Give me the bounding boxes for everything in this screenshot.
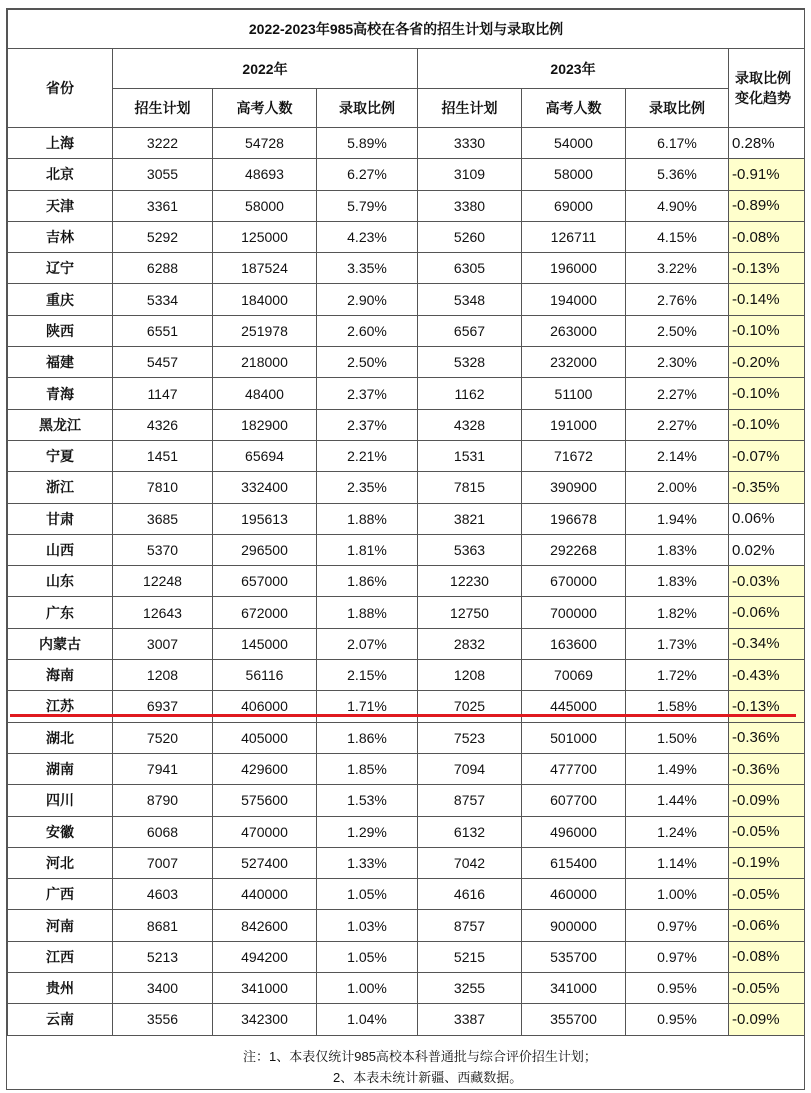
ratio-2022-cell: 1.04% bbox=[317, 1004, 418, 1035]
ratio-2022-cell: 3.35% bbox=[317, 253, 418, 284]
plan-2022-cell: 7810 bbox=[113, 472, 213, 503]
ratio-2022-cell: 1.05% bbox=[317, 941, 418, 972]
trend-cell: 0.02% bbox=[729, 534, 805, 565]
plan-2022-cell: 8681 bbox=[113, 910, 213, 941]
ratio-2023-cell: 5.36% bbox=[626, 159, 729, 190]
plan-2023-cell: 1531 bbox=[418, 440, 522, 471]
province-cell: 安徽 bbox=[8, 816, 113, 847]
applicants-2023-cell: 232000 bbox=[522, 347, 626, 378]
plan-2022-cell: 6937 bbox=[113, 691, 213, 722]
table-row bbox=[8, 472, 805, 503]
ratio-2023-cell: 2.00% bbox=[626, 472, 729, 503]
plan-2023-cell: 3109 bbox=[418, 159, 522, 190]
province-cell: 河北 bbox=[8, 847, 113, 878]
province-cell: 广东 bbox=[8, 597, 113, 628]
ratio-2023-cell: 1.83% bbox=[626, 534, 729, 565]
ratio-2023-cell: 1.24% bbox=[626, 816, 729, 847]
table-body bbox=[8, 128, 805, 1036]
plan-2023-cell: 3330 bbox=[418, 128, 522, 159]
ratio-2023-cell: 1.83% bbox=[626, 566, 729, 597]
ratio-2023-cell: 1.14% bbox=[626, 847, 729, 878]
ratio-2022-cell: 5.79% bbox=[317, 190, 418, 221]
trend-cell: 0.28% bbox=[729, 128, 805, 159]
province-cell: 福建 bbox=[8, 347, 113, 378]
table-row bbox=[8, 128, 805, 159]
ratio-2023-cell: 1.49% bbox=[626, 753, 729, 784]
ratio-2022-cell: 2.60% bbox=[317, 315, 418, 346]
header-plan-2022: 招生计划 bbox=[113, 89, 213, 128]
applicants-2022-cell: 125000 bbox=[213, 221, 317, 252]
trend-cell: -0.10% bbox=[729, 409, 805, 440]
province-cell: 浙江 bbox=[8, 472, 113, 503]
table-row bbox=[8, 879, 805, 910]
ratio-2023-cell: 1.50% bbox=[626, 722, 729, 753]
table-row bbox=[8, 785, 805, 816]
ratio-2023-cell: 2.50% bbox=[626, 315, 729, 346]
trend-cell: -0.06% bbox=[729, 597, 805, 628]
table-row bbox=[8, 347, 805, 378]
province-cell: 河南 bbox=[8, 910, 113, 941]
province-cell: 四川 bbox=[8, 785, 113, 816]
plan-2023-cell: 7025 bbox=[418, 691, 522, 722]
ratio-2022-cell: 1.88% bbox=[317, 503, 418, 534]
plan-2023-cell: 5363 bbox=[418, 534, 522, 565]
applicants-2022-cell: 65694 bbox=[213, 440, 317, 471]
plan-2023-cell: 8757 bbox=[418, 785, 522, 816]
applicants-2022-cell: 184000 bbox=[213, 284, 317, 315]
trend-cell: -0.89% bbox=[729, 190, 805, 221]
ratio-2023-cell: 1.44% bbox=[626, 785, 729, 816]
applicants-2022-cell: 54728 bbox=[213, 128, 317, 159]
trend-cell: -0.08% bbox=[729, 221, 805, 252]
table-row bbox=[8, 503, 805, 534]
plan-2023-cell: 6567 bbox=[418, 315, 522, 346]
plan-2023-cell: 5215 bbox=[418, 941, 522, 972]
trend-cell: -0.05% bbox=[729, 879, 805, 910]
plan-2023-cell: 7523 bbox=[418, 722, 522, 753]
plan-2022-cell: 7520 bbox=[113, 722, 213, 753]
ratio-2022-cell: 6.27% bbox=[317, 159, 418, 190]
plan-2023-cell: 7042 bbox=[418, 847, 522, 878]
ratio-2023-cell: 0.95% bbox=[626, 973, 729, 1004]
header-applicants-2023: 高考人数 bbox=[522, 89, 626, 128]
applicants-2023-cell: 700000 bbox=[522, 597, 626, 628]
plan-2022-cell: 4326 bbox=[113, 409, 213, 440]
plan-2022-cell: 3222 bbox=[113, 128, 213, 159]
table-row bbox=[8, 566, 805, 597]
applicants-2022-cell: 145000 bbox=[213, 628, 317, 659]
plan-2022-cell: 4603 bbox=[113, 879, 213, 910]
ratio-2023-cell: 3.22% bbox=[626, 253, 729, 284]
province-cell: 湖北 bbox=[8, 722, 113, 753]
trend-cell: -0.36% bbox=[729, 722, 805, 753]
ratio-2022-cell: 2.15% bbox=[317, 660, 418, 691]
footnote-line-2: 2、本表未统计新疆、西藏数据。 bbox=[333, 1070, 523, 1085]
plan-2022-cell: 6551 bbox=[113, 315, 213, 346]
province-cell: 吉林 bbox=[8, 221, 113, 252]
province-cell: 宁夏 bbox=[8, 440, 113, 471]
applicants-2022-cell: 494200 bbox=[213, 941, 317, 972]
trend-cell: -0.07% bbox=[729, 440, 805, 471]
ratio-2023-cell: 2.76% bbox=[626, 284, 729, 315]
table-row bbox=[8, 597, 805, 628]
plan-2023-cell: 3380 bbox=[418, 190, 522, 221]
table-row bbox=[8, 753, 805, 784]
footnote-line-1: 注：1、本表仅统计985高校本科普通批与综合评价招生计划； bbox=[243, 1049, 597, 1064]
plan-2022-cell: 12643 bbox=[113, 597, 213, 628]
ratio-2022-cell: 2.37% bbox=[317, 378, 418, 409]
table-row bbox=[8, 660, 805, 691]
applicants-2023-cell: 71672 bbox=[522, 440, 626, 471]
applicants-2023-cell: 126711 bbox=[522, 221, 626, 252]
ratio-2022-cell: 2.90% bbox=[317, 284, 418, 315]
table-row bbox=[8, 847, 805, 878]
applicants-2022-cell: 405000 bbox=[213, 722, 317, 753]
applicants-2022-cell: 251978 bbox=[213, 315, 317, 346]
plan-2023-cell: 12750 bbox=[418, 597, 522, 628]
admission-table-document bbox=[6, 8, 805, 1090]
header-province: 省份 bbox=[8, 49, 113, 128]
ratio-2023-cell: 2.14% bbox=[626, 440, 729, 471]
applicants-2023-cell: 900000 bbox=[522, 910, 626, 941]
plan-2022-cell: 5457 bbox=[113, 347, 213, 378]
table-row bbox=[8, 910, 805, 941]
applicants-2023-cell: 390900 bbox=[522, 472, 626, 503]
applicants-2023-cell: 501000 bbox=[522, 722, 626, 753]
plan-2022-cell: 7941 bbox=[113, 753, 213, 784]
ratio-2023-cell: 0.97% bbox=[626, 941, 729, 972]
ratio-2022-cell: 1.85% bbox=[317, 753, 418, 784]
province-cell: 江苏 bbox=[8, 691, 113, 722]
plan-2023-cell: 7094 bbox=[418, 753, 522, 784]
plan-2023-cell: 1208 bbox=[418, 660, 522, 691]
ratio-2023-cell: 6.17% bbox=[626, 128, 729, 159]
applicants-2023-cell: 670000 bbox=[522, 566, 626, 597]
trend-cell: -0.36% bbox=[729, 753, 805, 784]
plan-2023-cell: 5328 bbox=[418, 347, 522, 378]
ratio-2023-cell: 2.27% bbox=[626, 409, 729, 440]
trend-cell: -0.14% bbox=[729, 284, 805, 315]
ratio-2022-cell: 1.86% bbox=[317, 722, 418, 753]
ratio-2022-cell: 1.29% bbox=[317, 816, 418, 847]
applicants-2022-cell: 48400 bbox=[213, 378, 317, 409]
header-applicants-2022: 高考人数 bbox=[213, 89, 317, 128]
applicants-2022-cell: 575600 bbox=[213, 785, 317, 816]
province-cell: 湖南 bbox=[8, 753, 113, 784]
ratio-2022-cell: 1.53% bbox=[317, 785, 418, 816]
table-row bbox=[8, 159, 805, 190]
applicants-2022-cell: 842600 bbox=[213, 910, 317, 941]
ratio-2022-cell: 4.23% bbox=[317, 221, 418, 252]
plan-2023-cell: 1162 bbox=[418, 378, 522, 409]
header-year-2022: 2022年 bbox=[113, 49, 418, 89]
applicants-2023-cell: 196678 bbox=[522, 503, 626, 534]
ratio-2023-cell: 1.00% bbox=[626, 879, 729, 910]
trend-cell: -0.09% bbox=[729, 785, 805, 816]
province-cell: 辽宁 bbox=[8, 253, 113, 284]
ratio-2023-cell: 0.97% bbox=[626, 910, 729, 941]
province-cell: 山东 bbox=[8, 566, 113, 597]
ratio-2022-cell: 1.33% bbox=[317, 847, 418, 878]
trend-cell: -0.19% bbox=[729, 847, 805, 878]
trend-cell: -0.10% bbox=[729, 378, 805, 409]
plan-2023-cell: 4328 bbox=[418, 409, 522, 440]
applicants-2022-cell: 332400 bbox=[213, 472, 317, 503]
applicants-2023-cell: 607700 bbox=[522, 785, 626, 816]
ratio-2023-cell: 1.73% bbox=[626, 628, 729, 659]
table-row bbox=[8, 440, 805, 471]
plan-2022-cell: 5292 bbox=[113, 221, 213, 252]
province-cell: 黑龙江 bbox=[8, 409, 113, 440]
applicants-2022-cell: 296500 bbox=[213, 534, 317, 565]
plan-2022-cell: 1208 bbox=[113, 660, 213, 691]
trend-cell: -0.05% bbox=[729, 973, 805, 1004]
province-cell: 江西 bbox=[8, 941, 113, 972]
plan-2023-cell: 3387 bbox=[418, 1004, 522, 1035]
ratio-2022-cell: 1.03% bbox=[317, 910, 418, 941]
ratio-2023-cell: 1.82% bbox=[626, 597, 729, 628]
applicants-2022-cell: 56116 bbox=[213, 660, 317, 691]
ratio-2022-cell: 1.00% bbox=[317, 973, 418, 1004]
ratio-2023-cell: 1.94% bbox=[626, 503, 729, 534]
red-underline bbox=[10, 714, 796, 717]
plan-2023-cell: 7815 bbox=[418, 472, 522, 503]
applicants-2023-cell: 58000 bbox=[522, 159, 626, 190]
ratio-2022-cell: 1.81% bbox=[317, 534, 418, 565]
ratio-2022-cell: 2.07% bbox=[317, 628, 418, 659]
ratio-2022-cell: 2.50% bbox=[317, 347, 418, 378]
applicants-2022-cell: 429600 bbox=[213, 753, 317, 784]
applicants-2023-cell: 191000 bbox=[522, 409, 626, 440]
header-year-2023: 2023年 bbox=[418, 49, 729, 89]
applicants-2023-cell: 69000 bbox=[522, 190, 626, 221]
table-row bbox=[8, 691, 805, 722]
plan-2023-cell: 3821 bbox=[418, 503, 522, 534]
applicants-2022-cell: 342300 bbox=[213, 1004, 317, 1035]
trend-cell: -0.34% bbox=[729, 628, 805, 659]
plan-2022-cell: 8790 bbox=[113, 785, 213, 816]
applicants-2023-cell: 263000 bbox=[522, 315, 626, 346]
applicants-2022-cell: 470000 bbox=[213, 816, 317, 847]
applicants-2023-cell: 460000 bbox=[522, 879, 626, 910]
applicants-2023-cell: 477700 bbox=[522, 753, 626, 784]
header-ratio-2023: 录取比例 bbox=[626, 89, 729, 128]
applicants-2023-cell: 196000 bbox=[522, 253, 626, 284]
trend-cell: 0.06% bbox=[729, 503, 805, 534]
plan-2022-cell: 6288 bbox=[113, 253, 213, 284]
applicants-2022-cell: 182900 bbox=[213, 409, 317, 440]
ratio-2023-cell: 4.15% bbox=[626, 221, 729, 252]
trend-cell: -0.91% bbox=[729, 159, 805, 190]
applicants-2022-cell: 657000 bbox=[213, 566, 317, 597]
applicants-2023-cell: 163600 bbox=[522, 628, 626, 659]
table-row bbox=[8, 534, 805, 565]
trend-cell: -0.09% bbox=[729, 1004, 805, 1035]
applicants-2022-cell: 58000 bbox=[213, 190, 317, 221]
province-cell: 海南 bbox=[8, 660, 113, 691]
applicants-2023-cell: 496000 bbox=[522, 816, 626, 847]
table-row bbox=[8, 816, 805, 847]
plan-2022-cell: 1451 bbox=[113, 440, 213, 471]
applicants-2022-cell: 187524 bbox=[213, 253, 317, 284]
applicants-2023-cell: 355700 bbox=[522, 1004, 626, 1035]
province-cell: 云南 bbox=[8, 1004, 113, 1035]
applicants-2023-cell: 341000 bbox=[522, 973, 626, 1004]
province-cell: 重庆 bbox=[8, 284, 113, 315]
table-row bbox=[8, 1004, 805, 1035]
plan-2023-cell: 2832 bbox=[418, 628, 522, 659]
plan-2022-cell: 6068 bbox=[113, 816, 213, 847]
plan-2023-cell: 4616 bbox=[418, 879, 522, 910]
ratio-2022-cell: 2.37% bbox=[317, 409, 418, 440]
plan-2023-cell: 3255 bbox=[418, 973, 522, 1004]
table-row bbox=[8, 253, 805, 284]
province-cell: 陕西 bbox=[8, 315, 113, 346]
applicants-2022-cell: 672000 bbox=[213, 597, 317, 628]
plan-2023-cell: 5260 bbox=[418, 221, 522, 252]
province-cell: 北京 bbox=[8, 159, 113, 190]
province-cell: 广西 bbox=[8, 879, 113, 910]
applicants-2023-cell: 51100 bbox=[522, 378, 626, 409]
ratio-2022-cell: 5.89% bbox=[317, 128, 418, 159]
applicants-2023-cell: 445000 bbox=[522, 691, 626, 722]
plan-2022-cell: 7007 bbox=[113, 847, 213, 878]
trend-cell: -0.13% bbox=[729, 691, 805, 722]
applicants-2022-cell: 527400 bbox=[213, 847, 317, 878]
ratio-2022-cell: 2.35% bbox=[317, 472, 418, 503]
applicants-2022-cell: 341000 bbox=[213, 973, 317, 1004]
trend-cell: -0.35% bbox=[729, 472, 805, 503]
admission-table bbox=[7, 9, 805, 1036]
province-cell: 上海 bbox=[8, 128, 113, 159]
applicants-2022-cell: 48693 bbox=[213, 159, 317, 190]
header-trend: 录取比例变化趋势 bbox=[729, 49, 805, 128]
table-row bbox=[8, 221, 805, 252]
plan-2022-cell: 3361 bbox=[113, 190, 213, 221]
plan-2023-cell: 8757 bbox=[418, 910, 522, 941]
table-row bbox=[8, 941, 805, 972]
plan-2022-cell: 3556 bbox=[113, 1004, 213, 1035]
applicants-2023-cell: 292268 bbox=[522, 534, 626, 565]
trend-cell: -0.03% bbox=[729, 566, 805, 597]
applicants-2022-cell: 218000 bbox=[213, 347, 317, 378]
applicants-2023-cell: 70069 bbox=[522, 660, 626, 691]
table-row bbox=[8, 315, 805, 346]
ratio-2022-cell: 1.05% bbox=[317, 879, 418, 910]
trend-cell: -0.06% bbox=[729, 910, 805, 941]
applicants-2022-cell: 195613 bbox=[213, 503, 317, 534]
trend-cell: -0.13% bbox=[729, 253, 805, 284]
table-row bbox=[8, 409, 805, 440]
ratio-2023-cell: 2.30% bbox=[626, 347, 729, 378]
table-row bbox=[8, 378, 805, 409]
plan-2022-cell: 1147 bbox=[113, 378, 213, 409]
plan-2022-cell: 5213 bbox=[113, 941, 213, 972]
ratio-2022-cell: 2.21% bbox=[317, 440, 418, 471]
province-cell: 贵州 bbox=[8, 973, 113, 1004]
footnote bbox=[7, 1039, 804, 1089]
plan-2023-cell: 6132 bbox=[418, 816, 522, 847]
plan-2022-cell: 5334 bbox=[113, 284, 213, 315]
trend-cell: -0.08% bbox=[729, 941, 805, 972]
province-cell: 天津 bbox=[8, 190, 113, 221]
table-row bbox=[8, 722, 805, 753]
trend-cell: -0.20% bbox=[729, 347, 805, 378]
ratio-2023-cell: 4.90% bbox=[626, 190, 729, 221]
applicants-2022-cell: 440000 bbox=[213, 879, 317, 910]
trend-cell: -0.10% bbox=[729, 315, 805, 346]
trend-cell: -0.05% bbox=[729, 816, 805, 847]
plan-2022-cell: 3055 bbox=[113, 159, 213, 190]
plan-2022-cell: 5370 bbox=[113, 534, 213, 565]
plan-2023-cell: 6305 bbox=[418, 253, 522, 284]
table-row bbox=[8, 284, 805, 315]
plan-2022-cell: 12248 bbox=[113, 566, 213, 597]
applicants-2023-cell: 194000 bbox=[522, 284, 626, 315]
province-cell: 甘肃 bbox=[8, 503, 113, 534]
ratio-2023-cell: 2.27% bbox=[626, 378, 729, 409]
header-ratio-2022: 录取比例 bbox=[317, 89, 418, 128]
table-row bbox=[8, 628, 805, 659]
table-row bbox=[8, 973, 805, 1004]
plan-2022-cell: 3400 bbox=[113, 973, 213, 1004]
trend-cell: -0.43% bbox=[729, 660, 805, 691]
ratio-2023-cell: 1.58% bbox=[626, 691, 729, 722]
ratio-2022-cell: 1.71% bbox=[317, 691, 418, 722]
applicants-2023-cell: 615400 bbox=[522, 847, 626, 878]
ratio-2023-cell: 1.72% bbox=[626, 660, 729, 691]
ratio-2023-cell: 0.95% bbox=[626, 1004, 729, 1035]
province-cell: 山西 bbox=[8, 534, 113, 565]
plan-2023-cell: 12230 bbox=[418, 566, 522, 597]
province-cell: 青海 bbox=[8, 378, 113, 409]
applicants-2023-cell: 54000 bbox=[522, 128, 626, 159]
plan-2022-cell: 3007 bbox=[113, 628, 213, 659]
table-row bbox=[8, 190, 805, 221]
plan-2023-cell: 5348 bbox=[418, 284, 522, 315]
province-cell: 内蒙古 bbox=[8, 628, 113, 659]
ratio-2022-cell: 1.88% bbox=[317, 597, 418, 628]
table-title: 2022-2023年985高校在各省的招生计划与录取比例 bbox=[8, 10, 805, 49]
applicants-2022-cell: 406000 bbox=[213, 691, 317, 722]
ratio-2022-cell: 1.86% bbox=[317, 566, 418, 597]
plan-2022-cell: 3685 bbox=[113, 503, 213, 534]
header-plan-2023: 招生计划 bbox=[418, 89, 522, 128]
applicants-2023-cell: 535700 bbox=[522, 941, 626, 972]
